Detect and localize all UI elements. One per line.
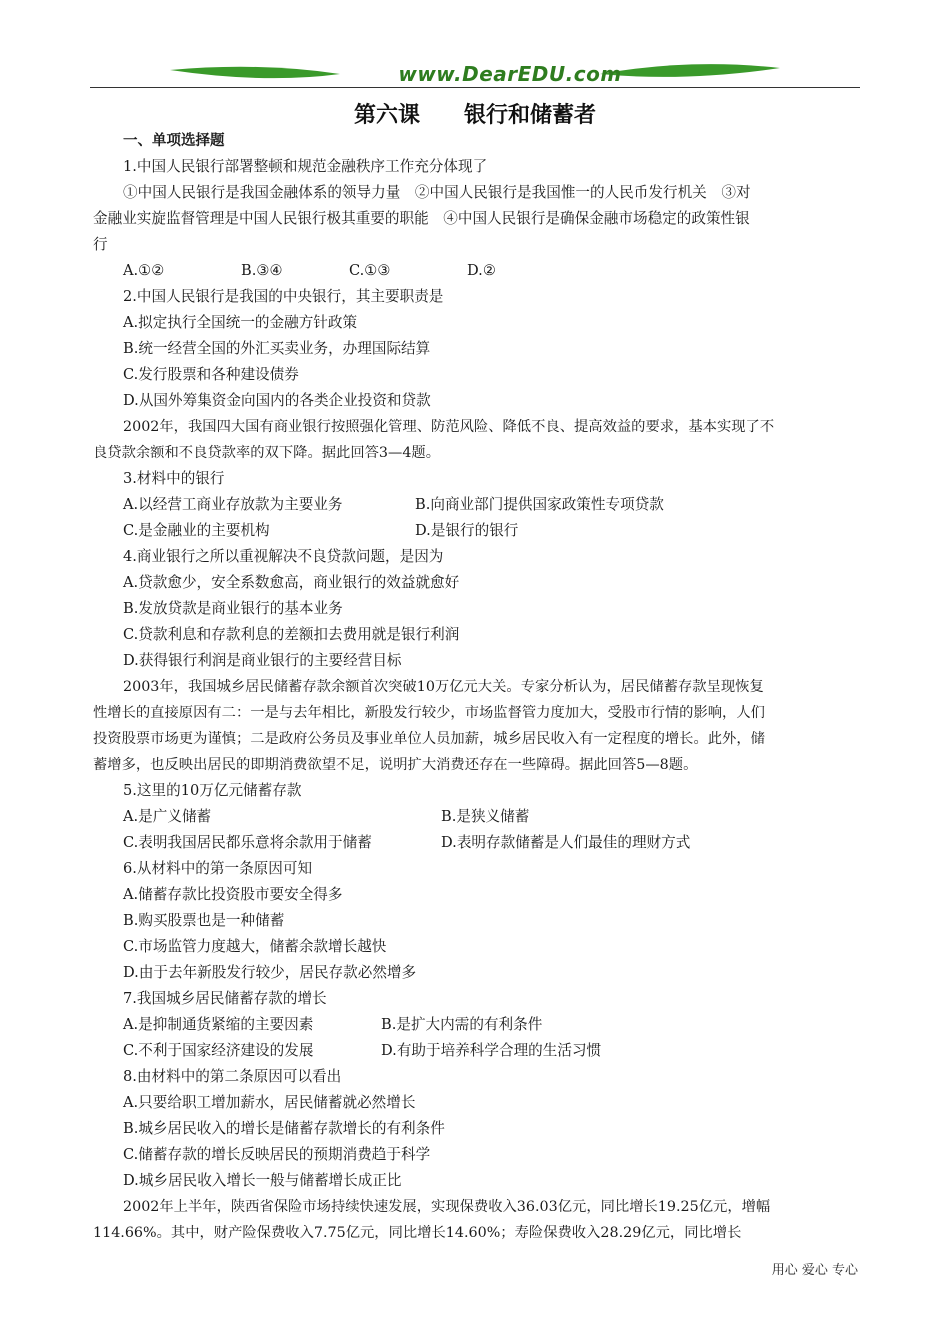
paragraph-line: 2002年，我国四大国有商业银行按照强化管理、防范风险、降低不良、提高效益的要求，基本实现了不: [123, 419, 775, 435]
option: C.表明我国居民都乐意将余款用于储蓄: [123, 834, 372, 851]
answer-options: [93, 1012, 863, 1038]
paragraph-line: 性增长的直接原因有二：一是与去年相比，新股发行较少，市场监督管力度加大，受股市行情的影响，人们: [93, 705, 765, 721]
option: D.从国外筹集资金向国内的各类企业投资和贷款: [123, 392, 431, 409]
option: A.①②: [123, 262, 165, 279]
answer-options: [93, 258, 863, 284]
option: B.向商业部门提供国家政策性专项贷款: [415, 496, 664, 513]
site-header: [90, 60, 860, 90]
option: A.贷款愈少，安全系数愈高，商业银行的效益就愈好: [123, 574, 460, 591]
option: C.①③: [349, 262, 391, 279]
answer-options: [93, 1038, 863, 1064]
paragraph-line: 114.66%。其中，财产险保费收入7.75亿元，同比增长14.60%；寿险保费收入28.29亿元，同比增长: [93, 1225, 742, 1241]
option: A.是广义储蓄: [123, 808, 212, 825]
option: A.只要给职工增加薪水，居民储蓄就必然增长: [123, 1094, 416, 1111]
option: D.有助于培养科学合理的生活习惯: [381, 1042, 602, 1059]
option: C.不利于国家经济建设的发展: [123, 1042, 314, 1059]
question-stem: 6.从材料中的第一条原因可知: [123, 860, 313, 877]
question-stem: 8.由材料中的第二条原因可以看出: [123, 1068, 342, 1085]
answer-options: [93, 492, 863, 518]
page-footer: 用心 爱心 专心: [771, 1263, 858, 1278]
page-title: 第六课 银行和储蓄者: [353, 103, 596, 128]
option: B.是狭义储蓄: [441, 808, 530, 825]
document-body: [93, 128, 863, 1246]
question-stem: 2.中国人民银行是我国的中央银行，其主要职责是: [123, 288, 444, 305]
option: C.市场监管力度越大，储蓄余款增长越快: [123, 938, 387, 955]
material-paragraph: [93, 414, 863, 466]
option: A.以经营工商业存放款为主要业务: [123, 496, 343, 513]
option: D.②: [467, 262, 496, 279]
option: C.发行股票和各种建设债券: [123, 366, 299, 383]
option: B.是扩大内需的有利条件: [381, 1016, 543, 1033]
option: B.购买股票也是一种储蓄: [123, 912, 285, 929]
answer-options: [93, 518, 863, 544]
option: D.城乡居民收入增长一般与储蓄增长成正比: [123, 1172, 402, 1189]
option: A.拟定执行全国统一的金融方针政策: [123, 314, 358, 331]
question-stem: 3.材料中的银行: [123, 470, 225, 487]
material-paragraph: [93, 1194, 863, 1246]
option: B.统一经营全国的外汇买卖业务，办理国际结算: [123, 340, 431, 357]
question-statement: 金融业实旋监督管理是中国人民银行极其重要的职能 ④中国人民银行是确保金融市场稳定的政策性银: [93, 210, 750, 227]
site-name[interactable]: www.DearEDU.com: [398, 62, 622, 86]
question-stem: 1.中国人民银行部署整顿和规范金融秩序工作充分体现了: [123, 158, 488, 175]
option: D.获得银行利润是商业银行的主要经营目标: [123, 652, 402, 669]
option: C.贷款利息和存款利息的差额扣去费用就是银行利润: [123, 626, 460, 643]
option: D.是银行的银行: [415, 522, 519, 539]
paragraph-line: 投资股票市场更为谨慎；二是政府公务员及事业单位人员加薪，城乡居民收入有一定程度的增长。此外，储: [93, 731, 765, 747]
question-statement: 行: [93, 236, 108, 253]
paragraph-line: 2002年上半年，陕西省保险市场持续快速发展，实现保费收入36.03亿元，同比增长19.25亿元，增幅: [123, 1199, 771, 1215]
option: C.储蓄存款的增长反映居民的预期消费趋于科学: [123, 1146, 431, 1163]
option: A.是抑制通货紧缩的主要因素: [123, 1016, 314, 1033]
option: C.是金融业的主要机构: [123, 522, 270, 539]
paragraph-line: 蓄增多，也反映出居民的即期消费欲望不足，说明扩大消费还存在一些障碍。据此回答5—8题。: [93, 757, 698, 773]
paragraph-line: 良贷款余额和不良贷款率的双下降。据此回答3—4题。: [93, 445, 441, 461]
option: B.城乡居民收入的增长是储蓄存款增长的有利条件: [123, 1120, 445, 1137]
answer-options: [93, 830, 863, 856]
paragraph-line: 2003年，我国城乡居民储蓄存款余额首次突破10万亿元大关。专家分析认为，居民储蓄存款呈现恢复: [123, 679, 764, 695]
header-divider: [90, 87, 860, 88]
option: A.储蓄存款比投资股市要安全得多: [123, 886, 343, 903]
material-paragraph: [93, 674, 863, 778]
option: B.③④: [241, 262, 283, 279]
question-stem: 5.这里的10万亿元储蓄存款: [123, 782, 302, 799]
option: D.由于去年新股发行较少，居民存款必然增多: [123, 964, 417, 981]
section-heading: 一、单项选择题: [123, 133, 225, 149]
option: B.发放贷款是商业银行的基本业务: [123, 600, 343, 617]
question-stem: 7.我国城乡居民储蓄存款的增长: [123, 990, 327, 1007]
question-stem: 4.商业银行之所以重视解决不良贷款问题，是因为: [123, 548, 444, 565]
option: D.表明存款储蓄是人们最佳的理财方式: [441, 834, 691, 851]
answer-options: [93, 804, 863, 830]
question-statement: ①中国人民银行是我国金融体系的领导力量 ②中国人民银行是我国惟一的人民币发行机关 ③对: [123, 184, 751, 201]
